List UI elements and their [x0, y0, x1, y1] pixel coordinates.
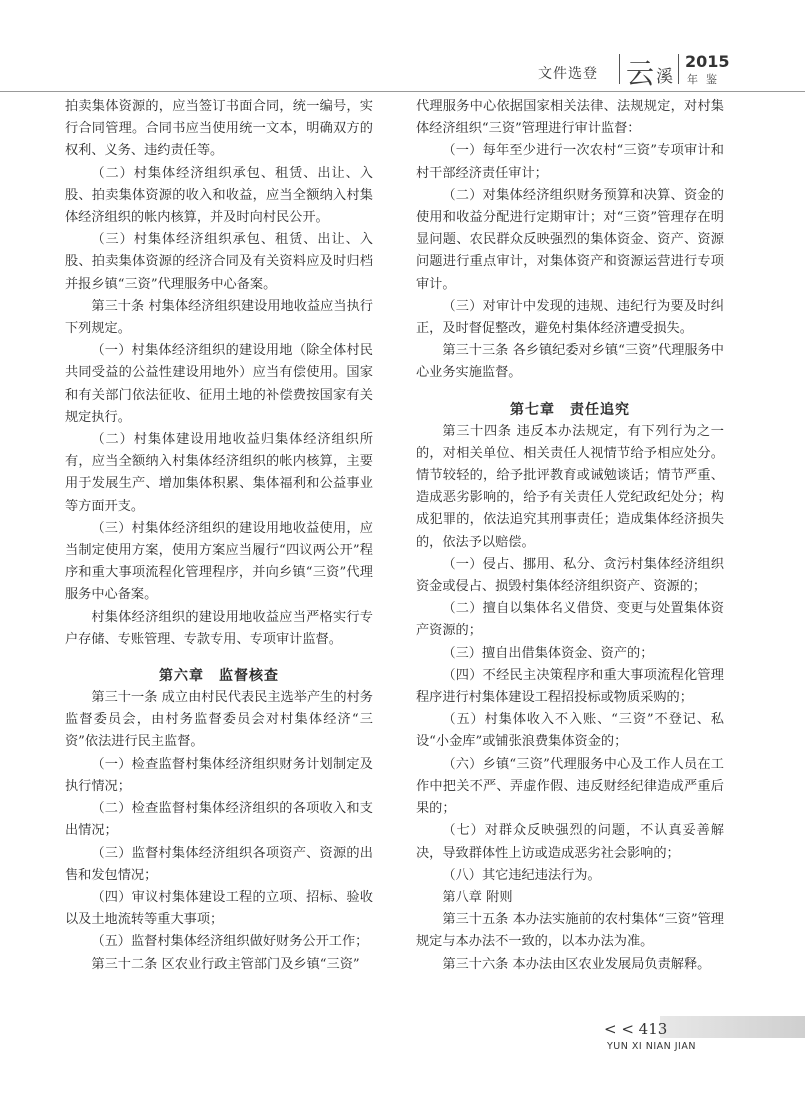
- header-divider-2: [678, 54, 679, 84]
- chapter-heading: 第七章 责任追究: [510, 401, 630, 418]
- left-column: [65, 96, 373, 976]
- paragraph: （三）村集体经济组织的建设用地收益使用，应当制定使用方案，使用方案应当履行“四议两公开”程序和重大事项流程化管理程序，并向乡镇“三资”代理服务中心备案。: [65, 520, 373, 603]
- header-divider: [619, 54, 620, 84]
- logo-char-yun: 云: [626, 57, 655, 90]
- paragraph: （二）村集体经济组织承包、租赁、出让、入股、拍卖集体资源的收入和收益，应当全额纳入村集体经济组织的帐内核算，并及时向村民公开。: [65, 165, 373, 226]
- paragraph: 第三十四条 违反本办法规定，有下列行为之一的，对相关单位、相关责任人视情节给予相应处分。情节较轻的，给予批评教育或诫勉谈话；情节严重、造成恶劣影响的，给予有关责任人党纪政纪处分；构成犯罪的，依法追究其刑事责任；造成集体经济损失的，依法予以赔偿。: [416, 423, 724, 550]
- right-column: [416, 96, 724, 976]
- paragraph: 第三十条 村集体经济组织建设用地收益应当执行下列规定。: [65, 298, 373, 337]
- paragraph: 第三十五条 本办法实施前的农村集体“三资”管理规定与本办法不一致的，以本办法为准。: [416, 912, 724, 950]
- paragraph: （二）村集体建设用地收益归集体经济组织所有，应当全额纳入村集体经济组织的帐内核算，主要用于发展生产、增加集体积累、集体福利和公益事业等方面开支。: [65, 432, 373, 514]
- paragraph: （一）每年至少进行一次农村“三资”专项审计和村干部经济责任审计；: [416, 143, 724, 181]
- page-header: [0, 0, 805, 92]
- paragraph: （四）审议村集体建设工程的立项、招标、验收以及土地流转等重大事项；: [65, 889, 373, 928]
- paragraph: （二）擅自以集体名义借贷、变更与处置集体资产资源的；: [416, 601, 724, 639]
- paragraph: （八）其它违纪违法行为。: [442, 867, 601, 883]
- page-number: < < 413: [604, 1020, 668, 1038]
- paragraph: 第八章 附则: [442, 889, 513, 905]
- paragraph: （四）不经民主决策程序和重大事项流程化管理程序进行村集体建设工程招投标或物质采购的；: [416, 667, 724, 706]
- paragraph: （六）乡镇“三资”代理服务中心及工作人员在工作中把关不严、弄虚作假、违反财经纪律造成严重后果的；: [416, 756, 724, 817]
- paragraph: （二）对集体经济组织财务预算和决算、资金的使用和收益分配进行定期审计；对“三资”管理存在明显问题、农民群众反映强烈的集体资金、资产、资源问题进行重点审计，对集体资产和资源运营进行专项审计。: [416, 187, 724, 292]
- section-title: 文件选登: [538, 66, 598, 82]
- paragraph: （五）监督村集体经济组织做好财务公开工作；: [91, 934, 369, 950]
- paragraph: 第三十二条 区农业行政主管部门及乡镇“三资”: [91, 956, 360, 972]
- paragraph: 拍卖集体资源的，应当签订书面合同，统一编号，实行合同管理。合同书应当使用统一文本，明确双方的权利、义务、违约责任等。: [65, 99, 373, 159]
- header-yearbook: 年鉴: [687, 73, 725, 86]
- paragraph: （一）侵占、挪用、私分、贪污村集体经济组织资金或侵占、损毁村集体经济组织资产、资源的；: [416, 556, 724, 595]
- chapter-heading: 第六章 监督核查: [159, 668, 279, 685]
- paragraph: 第三十六条 本办法由区农业发展局负责解释。: [442, 956, 711, 972]
- paragraph: （三）村集体经济组织承包、租赁、出让、入股、拍卖集体资源的经济合同及有关资料应及时归档并报乡镇“三资”代理服务中心备案。: [65, 232, 373, 292]
- paragraph: （三）对审计中发现的违规、违纪行为要及时纠正，及时督促整改，避免村集体经济遭受损失。: [416, 298, 724, 337]
- paragraph: 代理服务中心依据国家相关法律、法规规定，对村集体经济组织“三资”管理进行审计监督：: [416, 99, 724, 137]
- paragraph: （二）检查监督村集体经济组织的各项收入和支出情况；: [65, 801, 373, 839]
- paragraph: （三）监督村集体经济组织各项资产、资源的出售和发包情况；: [65, 845, 373, 883]
- footer-subtitle: YUN XI NIAN JIAN: [607, 1041, 696, 1052]
- paragraph: （三）擅自出借集体资金、资产的；: [442, 645, 654, 661]
- paragraph: 第三十三条 各乡镇纪委对乡镇“三资”代理服务中心业务实施监督。: [416, 343, 724, 381]
- header-rule: [0, 91, 805, 92]
- footer-shade: [660, 1016, 805, 1038]
- paragraph: 第三十一条 成立由村民代表民主选举产生的村务监督委员会，由村务监督委员会对村集体经济“三资”依法进行民主监督。: [65, 690, 373, 750]
- logo-char-xi: 溪: [656, 67, 673, 87]
- paragraph: （一）检查监督村集体经济组织财务计划制定及执行情况；: [65, 756, 373, 794]
- header-year: 2015: [685, 52, 730, 71]
- paragraph: 村集体经济组织的建设用地收益应当严格实行专户存储、专账管理、专款专用、专项审计监督。: [65, 609, 373, 647]
- paragraph: （七）对群众反映强烈的问题，不认真妥善解决，导致群体性上访或造成恶劣社会影响的；: [416, 823, 724, 861]
- paragraph: （一）村集体经济组织的建设用地（除全体村民共同受益的公益性建设用地外）应当有偿使用。国家和有关部门依法征收、征用土地的补偿费按国家有关规定执行。: [65, 343, 373, 425]
- paragraph: （五）村集体收入不入账、“三资”不登记、私设“小金库”或铺张浪费集体资金的；: [416, 712, 724, 750]
